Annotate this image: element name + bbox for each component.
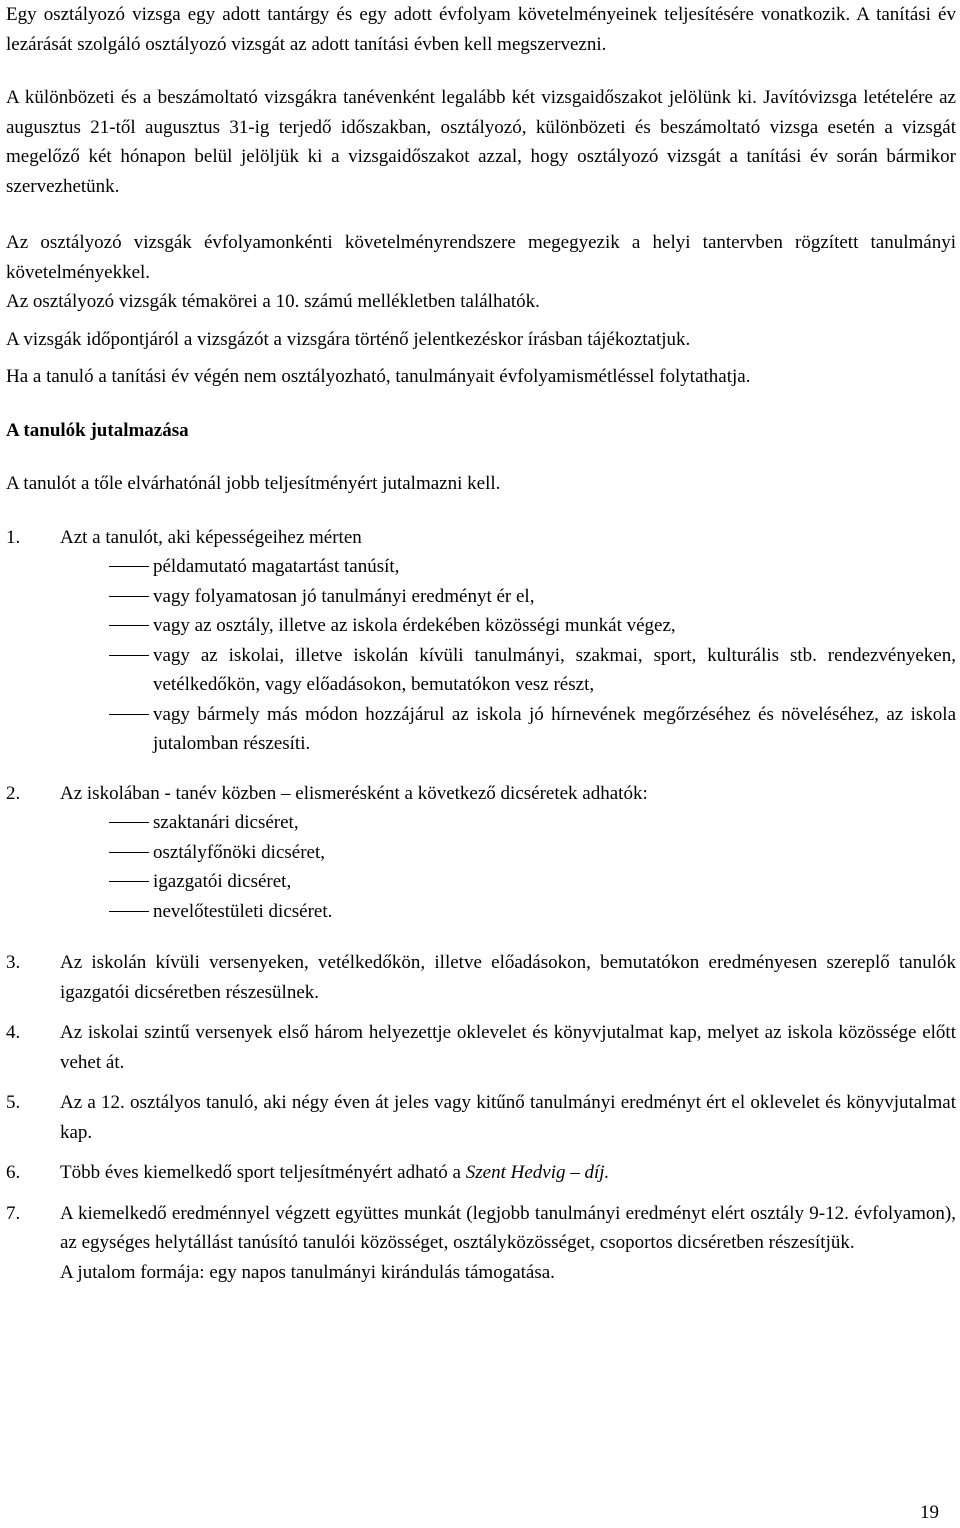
list-item-4 xyxy=(6,1018,956,1077)
list-item-2 xyxy=(6,779,956,809)
document-page xyxy=(6,0,956,1287)
dash-marker xyxy=(109,714,149,715)
list-item-1 xyxy=(6,523,956,553)
dash-marker xyxy=(109,596,149,597)
list-item-text: Az iskolán kívüli versenyeken, vetélkedőkön, illetve előadásokon, bemutatókon eredményesen szereplő tanulók igazgatói dicséretben részesülnek. xyxy=(60,952,956,1003)
dash-item: vagy folyamatosan jó tanulmányi eredményt ér el, xyxy=(6,582,956,612)
dash-item: osztályfőnöki dicséret, xyxy=(6,838,956,868)
list-item-number: 5. xyxy=(6,1092,21,1113)
list-item-5 xyxy=(6,1088,956,1147)
list-item-number: 3. xyxy=(6,952,21,973)
dash-item: szaktanári dicséret, xyxy=(6,808,956,838)
paragraph-osztalyozo-vizsga: Egy osztályozó vizsga egy adott tantárgy és egy adott évfolyam követelményeinek teljesítésére vonatkozik. A tanítási év lezárását szolgáló osztályozó vizsgát az adott tanítási évben kell megszervezni. xyxy=(6,4,956,55)
list-item-6 xyxy=(6,1158,956,1188)
list-item-text: Azt a tanulót, aki képességeihez mérten xyxy=(60,526,362,548)
list-item-text: Az iskolai szintű versenyek első három helyezettje oklevelet és könyvjutalmat kap, melyet az iskola közössége előtt vehet át. xyxy=(60,1022,956,1073)
dash-item: igazgatói dicséret, xyxy=(6,867,956,897)
dash-list-2 xyxy=(6,808,956,926)
paragraph-kovetelmenyrendszer: Az osztályozó vizsgák évfolyamonkénti követelményrendszere megegyezik a helyi tantervben rögzített tanulmányi követelményekkel. xyxy=(6,232,956,283)
dash-marker xyxy=(109,911,149,912)
dash-marker xyxy=(109,852,149,853)
paragraph-evfolyamismetles: Ha a tanuló a tanítási év végén nem osztályozható, tanulmányait évfolyamismétléssel folytathatja. xyxy=(6,366,751,387)
dash-marker xyxy=(109,566,149,567)
dash-marker xyxy=(109,655,149,656)
list-item-text: Az iskolában - tanév közben – elismerésként a következő dicséretek adhatók: xyxy=(60,782,648,804)
dash-marker xyxy=(109,625,149,626)
dash-item: vagy bármely más módon hozzájárul az iskola jó hírnevének megőrzéséhez és növeléséhez, az iskola jutalomban részesíti. xyxy=(6,700,956,759)
dash-marker xyxy=(109,881,149,882)
award-name: Szent Hedvig – díj. xyxy=(465,1162,610,1183)
list-item-number: 6. xyxy=(6,1162,21,1183)
list-item-number: 1. xyxy=(6,526,21,548)
list-item-text: A kiemelkedő eredménnyel végzett együttes munkát (legjobb tanulmányi eredményt elért osztály 9-12. évfolyamon), az egységes helytállást tanúsító tanulói közösséget, osztályközösséget, csoportos dicséretben részesítjük. xyxy=(60,1202,956,1253)
dash-item: nevelőtestületi dicséret. xyxy=(6,897,956,927)
paragraph-tajekoztatas: A vizsgák időpontjáról a vizsgázót a vizsgára történő jelentkezéskor írásban tájékoztatjuk. xyxy=(6,328,691,350)
list-item-3 xyxy=(6,948,956,1007)
dash-marker xyxy=(109,822,149,823)
dash-item: vagy az osztály, illetve az iskola érdekében közösségi munkát végez, xyxy=(6,611,956,641)
section-intro: A tanulót a tőle elvárhatónál jobb teljesítményért jutalmazni kell. xyxy=(6,473,501,494)
list-item-number: 2. xyxy=(6,782,21,804)
list-item-7 xyxy=(6,1199,956,1288)
list-item-number: 4. xyxy=(6,1022,21,1043)
list-item-text-2: A jutalom formája: egy napos tanulmányi kirándulás támogatása. xyxy=(60,1261,555,1283)
paragraph-temakorok: Az osztályozó vizsgák témakörei a 10. számú mellékletben találhatók. xyxy=(6,291,540,312)
list-item-text: Az a 12. osztályos tanuló, aki négy éven át jeles vagy kitűnő tanulmányi eredményt ért el oklevelet és könyvjutalmat kap. xyxy=(60,1092,956,1143)
dash-item: példamutató magatartást tanúsít, xyxy=(6,552,956,582)
list-item-text: Több éves kiemelkedő sport teljesítményért adható a xyxy=(60,1162,466,1183)
paragraph-vizsgaidoszak: A különbözeti és a beszámoltató vizsgákra tanévenként legalább két vizsgaidőszakot jelölünk ki. Javítóvizsga letételére az augusztus 21-től augusztus 31-ig terjedő időszakban, osztályozó, különbözeti és beszámoltató vizsga esetén a vizsgát megelőző két hónapon belül jelöljük ki a vizsgaidőszakot azzal, hogy osztályozó vizsgát a tanítási év során bármikor szervezhetünk. xyxy=(6,87,956,197)
dash-list-1 xyxy=(6,552,956,759)
page-number: 19 xyxy=(920,1502,939,1523)
dash-item: vagy az iskolai, illetve iskolán kívüli tanulmányi, szakmai, sport, kulturális stb. rendezvényeken, vetélkedőkön, vagy előadásokon, bemutatókon vesz részt, xyxy=(6,641,956,700)
section-heading: A tanulók jutalmazása xyxy=(6,419,189,441)
list-item-number: 7. xyxy=(6,1202,21,1224)
